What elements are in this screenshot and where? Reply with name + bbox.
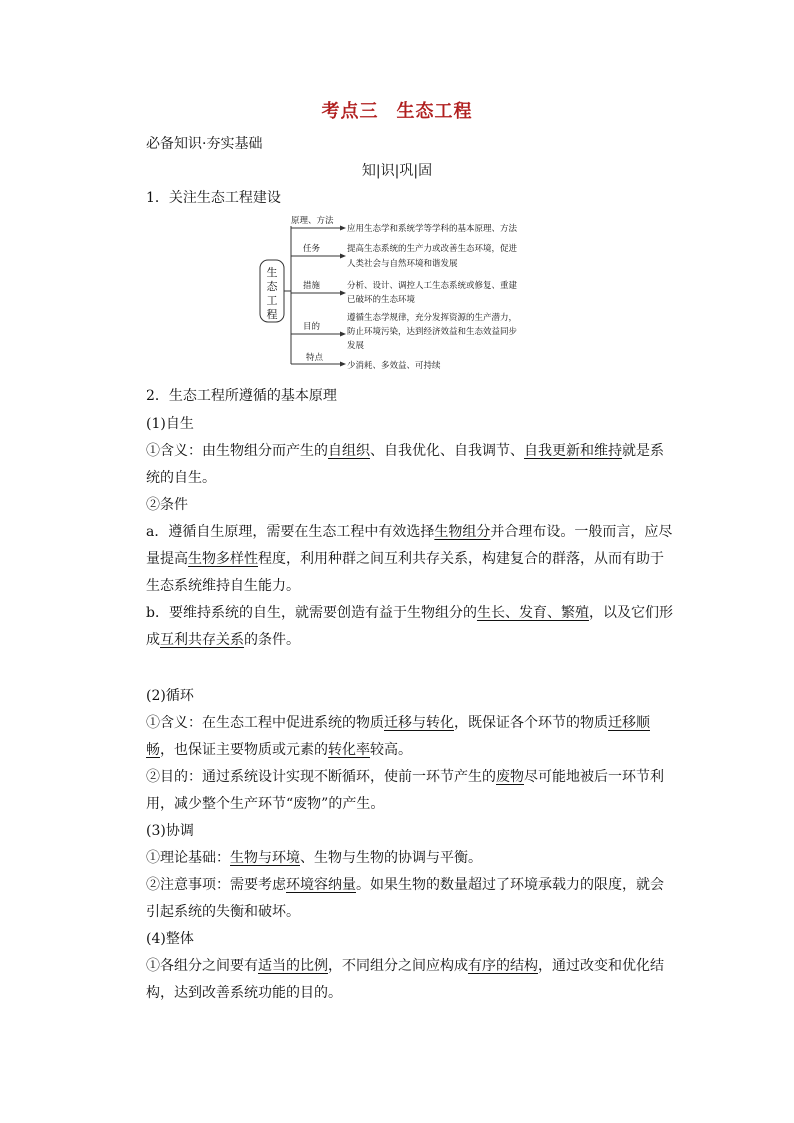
page-title bbox=[0, 97, 794, 123]
branch-text-task-2: 人类社会与自然环境和谐发展 bbox=[347, 259, 458, 269]
s1-title: (1)自生 bbox=[146, 416, 194, 432]
s3-paragraph-2: ②注意事项：需要考虑环境容纳量。如果生物的数量超过了环境承载力的限度，就会引起系统的失衡和破坏。 bbox=[146, 877, 664, 920]
branch-text-measure-1: 分析、设计、调控人工生态系统或修复、重建 bbox=[347, 281, 518, 291]
center-char-1: 生 bbox=[266, 266, 278, 279]
s1-paragraph-1: ①含义：由生物组分而产生的自组织、自我优化、自我调节、自我更新和维持就是系统的自生。 bbox=[146, 443, 664, 486]
branch-text-measure-2: 已破坏的生态环境 bbox=[347, 295, 416, 305]
s4-title: (4)整体 bbox=[146, 931, 194, 947]
branch-label-feature: 特点 bbox=[306, 353, 324, 363]
branch-text-goal-3: 发展 bbox=[347, 341, 365, 351]
s3-title: (3)协调 bbox=[146, 823, 194, 839]
branch-text-goal-1: 遵循生态学规律，充分发挥资源的生产潜力， bbox=[347, 313, 518, 323]
branch-text-goal-2: 防止环境污染，达到经济效益和生态效益同步 bbox=[347, 327, 518, 337]
branch-text-principle-1: 应用生态学和系统学等学科的基本原理、方法 bbox=[347, 224, 518, 234]
section-cycle-coordination-whole bbox=[146, 683, 676, 1007]
s1-paragraph-3: a．遵循自生原理，需要在生态工程中有效选择生物组分并合理布设。一般而言，应尽量提高生物多样性程度，利用种群之间互利共存关系，构建复合的群落，从而有助于生态系统维持自生能力。 bbox=[146, 524, 673, 594]
s2-title: (2)循环 bbox=[146, 688, 194, 704]
eco-engineering-diagram bbox=[258, 212, 578, 377]
branch-text-task-1: 提高生态系统的生产力或改善生态环境，促进 bbox=[347, 244, 518, 254]
section-self-generation bbox=[146, 411, 676, 654]
s2-paragraph-2: ②目的：通过系统设计实现不断循环，使前一环节产生的废物尽可能地被后一环节利用，减少整个生产环节“废物”的产生。 bbox=[146, 769, 664, 812]
branch-label-task: 任务 bbox=[303, 244, 321, 254]
center-char-4: 程 bbox=[266, 308, 278, 321]
s3-paragraph-1: ①理论基础：生物与环境、生物与生物的协调与平衡。 bbox=[146, 850, 482, 866]
heading-1: 1．关注生态工程建设 bbox=[146, 190, 281, 206]
title-part1: 考点三 bbox=[321, 101, 379, 122]
branch-label-goal: 目的 bbox=[303, 322, 321, 332]
s4-paragraph-1: ①各组分之间要有适当的比例，不同组分之间应构成有序的结构，通过改变和优化结构，达到改善系统功能的目的。 bbox=[146, 958, 664, 1001]
section-label: 必备知识·夯实基础 bbox=[146, 136, 263, 152]
branch-text-feature-1: 少消耗、多效益、可持续 bbox=[347, 361, 441, 371]
s1-paragraph-2: ②条件 bbox=[146, 497, 188, 513]
center-char-2: 态 bbox=[266, 280, 278, 293]
branch-label-measure: 措施 bbox=[303, 281, 321, 291]
center-char-3: 工 bbox=[266, 294, 278, 307]
branch-label-principle: 原理、方法 bbox=[291, 216, 334, 226]
s2-paragraph-1: ①含义：在生态工程中促进系统的物质迁移与转化，既保证各个环节的物质迁移顺畅，也保证主要物质或元素的转化率较高。 bbox=[146, 715, 650, 758]
s1-paragraph-4: b．要维持系统的自生，就需要创造有益于生物组分的生长、发育、繁殖，以及它们形成互利共存关系的条件。 bbox=[146, 605, 673, 648]
title-part2: 生态工程 bbox=[396, 101, 473, 122]
heading-2: 2．生态工程所遵循的基本原理 bbox=[146, 388, 337, 404]
subtitle: 知|识|巩|固 bbox=[361, 163, 433, 179]
